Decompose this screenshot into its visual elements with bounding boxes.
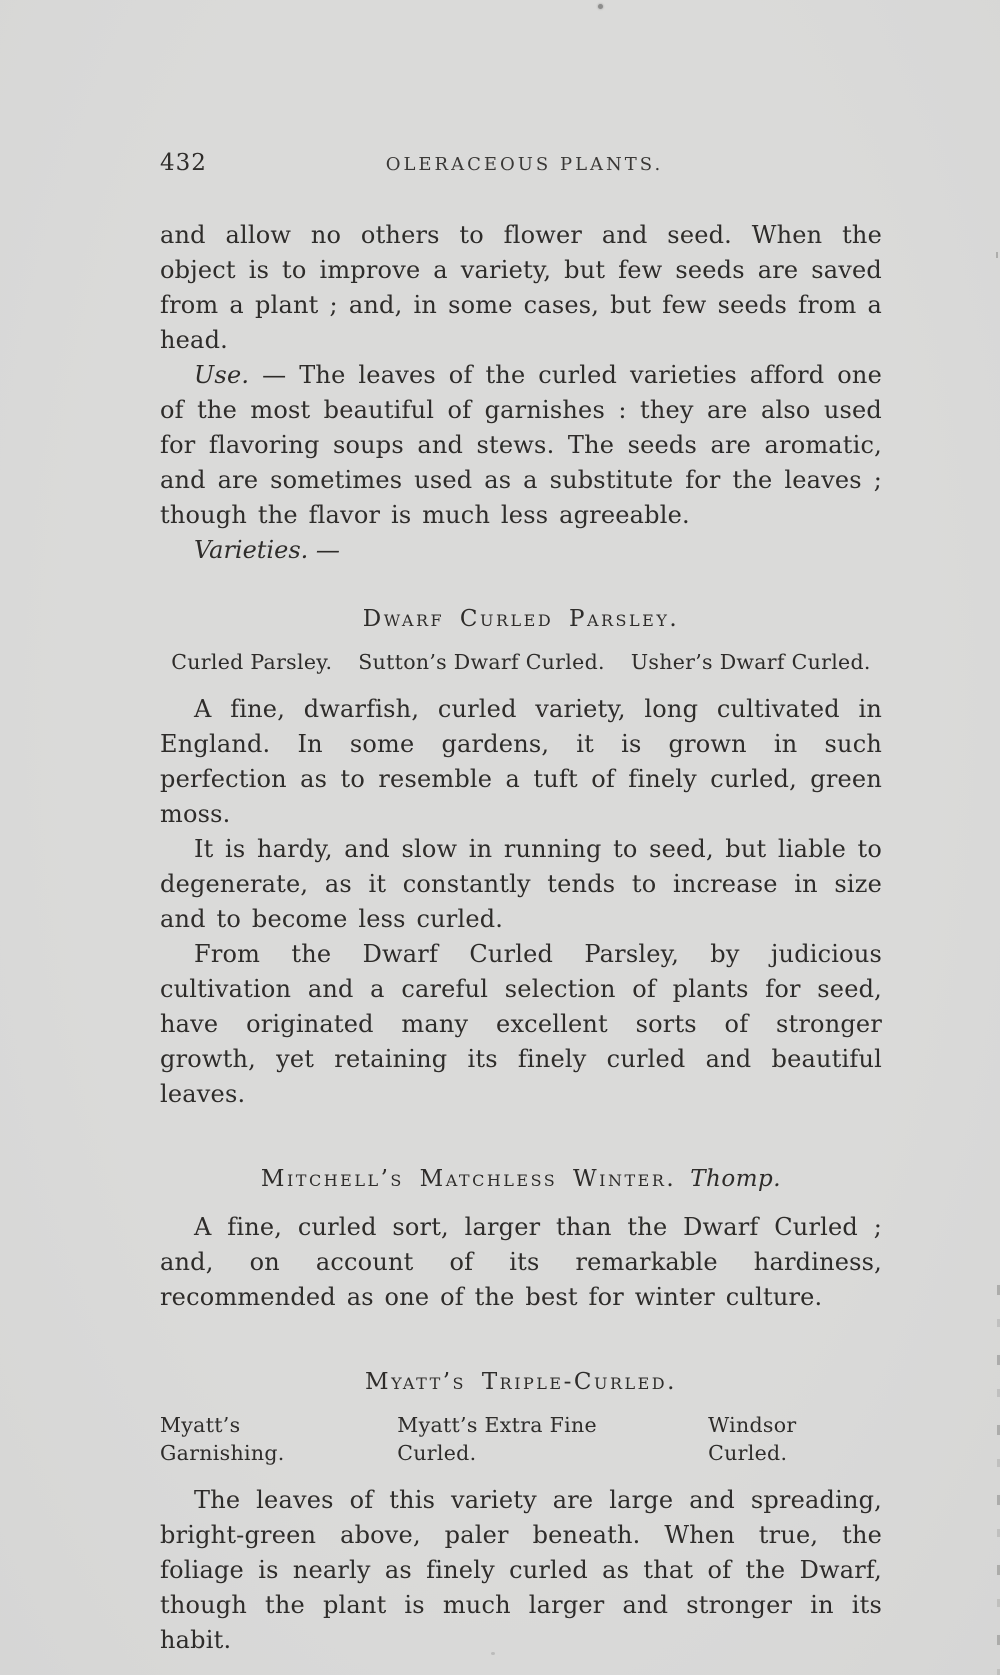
paragraph-continuation [160,218,882,358]
running-head [160,150,882,176]
variety-section-myatts-triple-curled [160,1367,882,1658]
variety-synonyms [160,648,882,676]
variety-heading [160,1164,882,1194]
variety-heading-text: Myatt’s Triple-Curled. [365,1369,677,1395]
scan-edge-artifact [996,252,998,258]
synonym: Myatt’s Extra Fine Curled. [397,1413,597,1465]
variety-heading-text: Dwarf Curled Parsley. [362,606,680,632]
synonym: Myatt’s Garnishing. [160,1413,285,1465]
continuation-text: and allow no others to flower and seed. When the object is to improve a variety, but few seeds are saved from a plant ; and, in some cases, but few seeds from a head. [160,221,882,354]
scan-speck-icon [491,1652,495,1655]
page-content [160,150,882,1658]
variety-heading-text: Mitchell’s Matchless Winter. [260,1166,677,1192]
running-title: OLERACEOUS PLANTS. [385,154,664,175]
variety-section-mitchells-matchless [160,1164,882,1315]
variety-paragraph: A fine, dwarfish, curled variety, long cultivated in England. In some gardens, it is grown in such perfection as to resemble a tuft of finely curled, green moss. [160,695,882,828]
variety-paragraph: It is hardy, and slow in running to seed, but liable to degenerate, as it constantly tends to increase in size and to become less curled. [160,835,882,933]
variety-heading [160,1367,882,1397]
variety-authority: Thomp. [690,1166,782,1192]
variety-paragraph: From the Dwarf Curled Parsley, by judicious cultivation and a careful selection of plants for seed, have originated many excellent sorts of stronger growth, yet retaining its finely curled and beautiful leaves. [160,940,882,1108]
variety-paragraph: A fine, curled sort, larger than the Dwarf Curled ; and, on account of its remarkable hardiness, recommended as one of the best for winter culture. [160,1213,882,1311]
synonym: Sutton’s Dwarf Curled. [358,650,605,674]
variety-paragraph: The leaves of this variety are large and spreading, bright-green above, paler beneath. When true, the foliage is nearly as finely curled as that of the Dwarf, though the plant is much larger and stronger in its habit. [160,1486,882,1654]
synonym: Curled Parsley. [171,650,333,674]
use-lead: Use. [194,361,250,389]
scan-speck-icon [598,4,603,9]
use-body: — The leaves of the curled varieties afford one of the most beautiful of garnishes : they are also used for flavoring soups and stews. The seeds are aromatic, and are sometimes used as a substitute for the leaves ; though the flavor is much less agreeable. [160,361,882,529]
variety-synonyms [160,1411,882,1467]
variety-heading [160,604,882,634]
synonym: Usher’s Dwarf Curled. [630,650,871,674]
page-number: 432 [160,150,207,176]
use-paragraph [160,358,882,533]
variety-section-dwarf-curled [160,604,882,1112]
varieties-lead: Varieties. — [194,536,340,564]
synonym: Windsor Curled. [708,1413,797,1465]
